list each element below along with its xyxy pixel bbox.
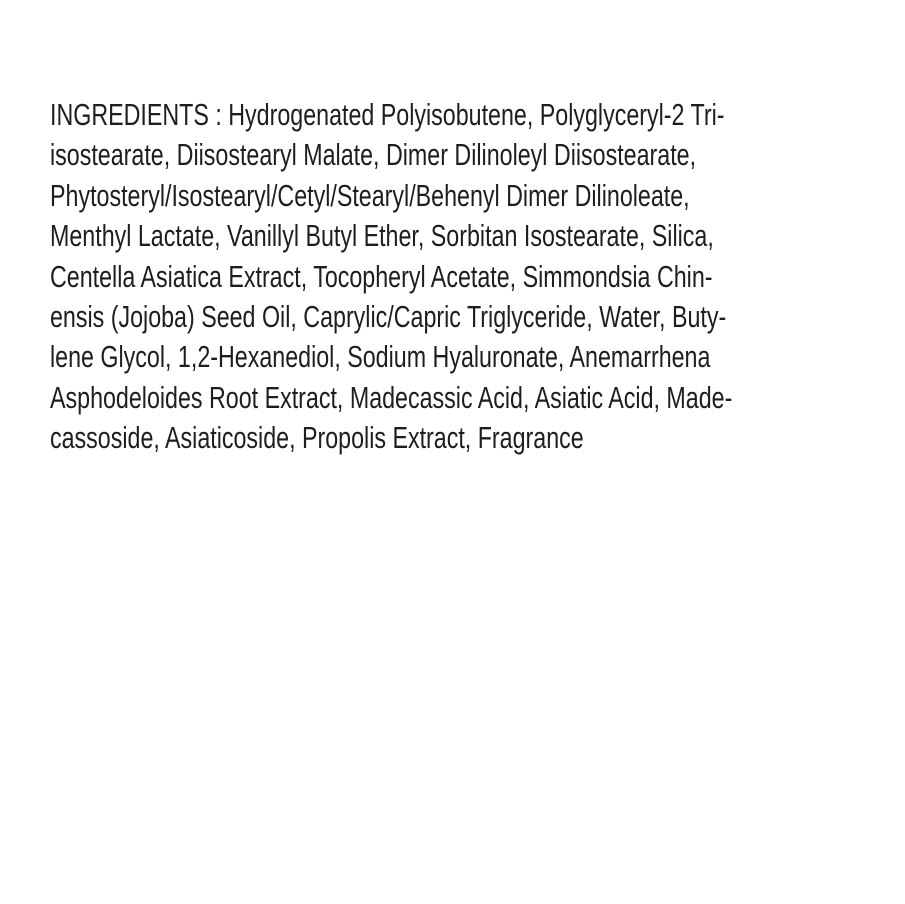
ingredients-line-1: INGREDIENTS : Hydrogenated Polyisobutene, Polyglyceryl-2 Tri-: [50, 97, 725, 132]
ingredients-paragraph: [50, 95, 875, 459]
ingredients-line-3: Phytosteryl/Isostearyl/Cetyl/Stearyl/Behenyl Dimer Dilinoleate,: [50, 177, 690, 213]
ingredients-line-8: Asphodeloides Root Extract, Madecassic Acid, Asiatic Acid, Made-: [50, 379, 733, 415]
ingredients-line-9: cassoside, Asiaticoside, Propolis Extract, Fragrance: [50, 420, 584, 456]
ingredients-line-6: ensis (Jojoba) Seed Oil, Caprylic/Capric Triglyceride, Water, Buty-: [50, 299, 727, 335]
ingredients-line-2: isostearate, Diisostearyl Malate, Dimer Dilinoleyl Diisostearate,: [50, 137, 697, 173]
ingredients-line-4: Menthyl Lactate, Vanillyl Butyl Ether, Sorbitan Isostearate, Silica,: [50, 218, 714, 254]
ingredients-line-5: Centella Asiatica Extract, Tocopheryl Acetate, Simmondsia Chin-: [50, 258, 713, 294]
ingredients-line-7: lene Glycol, 1,2-Hexanediol, Sodium Hyaluronate, Anemarrhena: [50, 339, 711, 375]
